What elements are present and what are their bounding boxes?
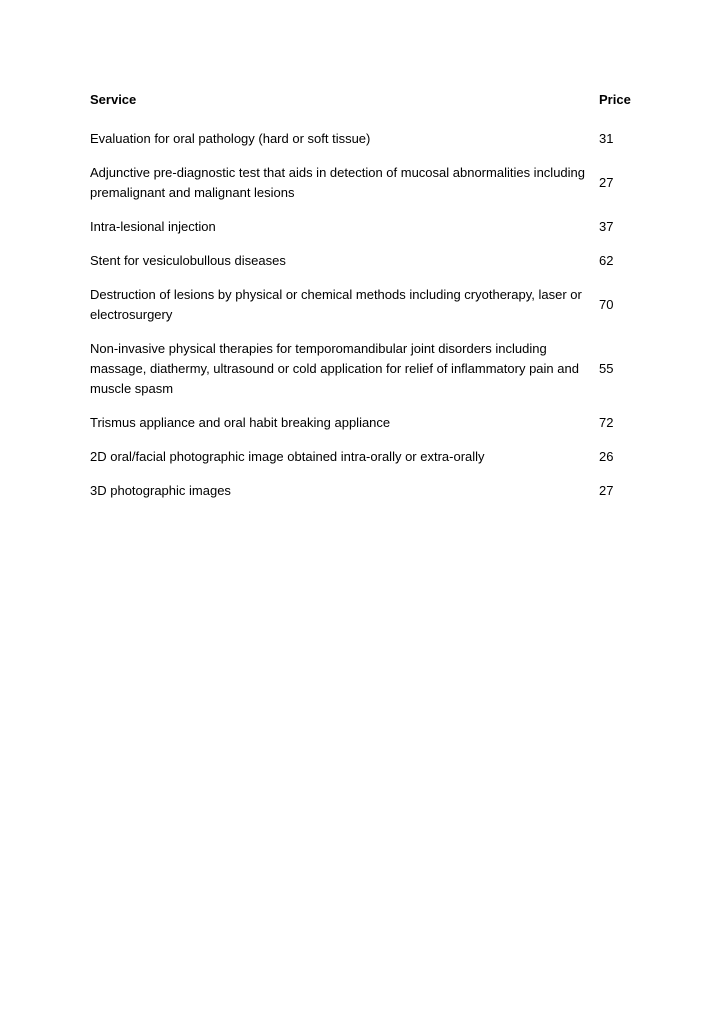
service-cell: Trismus appliance and oral habit breaking appliance <box>90 415 391 430</box>
table-row <box>84 333 640 407</box>
service-price-table <box>84 89 640 509</box>
service-cell: Evaluation for oral pathology (hard or soft tissue) <box>90 131 371 146</box>
service-cell: Adjunctive pre-diagnostic test that aids in detection of mucosal abnormalities including premalignant and malignant lesions <box>90 165 585 200</box>
price-column-header: Price <box>599 92 631 107</box>
table-row <box>84 123 640 157</box>
service-cell: Intra-lesional injection <box>90 219 216 234</box>
table-row <box>84 157 640 211</box>
table-header-row <box>84 89 640 123</box>
table-row <box>84 245 640 279</box>
table-row <box>84 407 640 441</box>
price-cell: 37 <box>599 219 614 234</box>
table-row <box>84 279 640 333</box>
table-row <box>84 211 640 245</box>
price-cell: 70 <box>599 297 614 312</box>
price-cell: 62 <box>599 253 614 268</box>
service-cell: Stent for vesiculobullous diseases <box>90 253 286 268</box>
price-cell: 26 <box>599 449 614 464</box>
price-cell: 31 <box>599 131 614 146</box>
service-cell: 3D photographic images <box>90 483 231 498</box>
price-cell: 27 <box>599 175 614 190</box>
price-cell: 55 <box>599 361 614 376</box>
service-cell: Non-invasive physical therapies for temporomandibular joint disorders including massage, diathermy, ultrasound or cold application for relief of inflammatory pain and muscle spasm <box>90 341 579 396</box>
price-cell: 72 <box>599 415 614 430</box>
price-cell: 27 <box>599 483 614 498</box>
service-cell: Destruction of lesions by physical or chemical methods including cryotherapy, laser or electrosurgery <box>90 287 582 322</box>
table-row <box>84 441 640 475</box>
service-column-header: Service <box>90 92 137 107</box>
service-cell: 2D oral/facial photographic image obtained intra-orally or extra-orally <box>90 449 485 464</box>
table-row <box>84 475 640 509</box>
